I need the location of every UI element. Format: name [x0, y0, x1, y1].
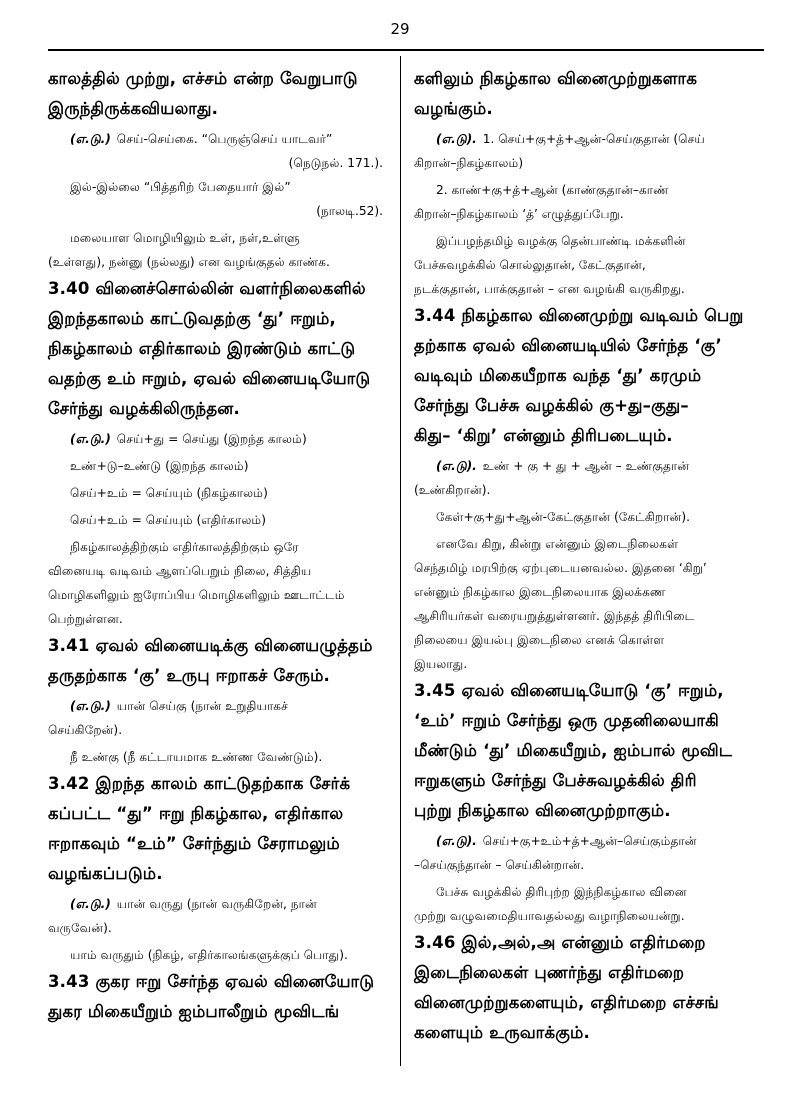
- example-line: [414, 127, 759, 151]
- heading-line: வதற்கு உம் ஈறும், ஏவல் வினையடியோடு: [48, 369, 371, 388]
- heading-line: நிகழ்காலம் எதிர்காலம் இரண்டும் காட்டு: [48, 339, 356, 358]
- text-line: இப்பழந்தமிழ் வழக்கு தென்பாண்டி மக்களின்: [436, 234, 686, 248]
- example-line: யாம் வருதும் (நிகழ், எதிர்காலங்களுக்குப் பொது).: [70, 948, 348, 962]
- citation: (நெடுநல். 171.).: [288, 156, 383, 170]
- example-label: (எ.டு).: [436, 132, 477, 146]
- example-text: செய்+கு+உம்+த்+ஆன்–செய்கும்தான்: [482, 834, 697, 848]
- text-line: மொழிகளிலும் ஐரோப்பிய மொழிகளிலும் ஊடாட்டம்: [48, 588, 345, 602]
- example-label: (எ.டு.): [70, 132, 111, 146]
- text-line: இயலாது.: [414, 657, 468, 671]
- text-line: வினையடி வடிவம் ஆளப்பெறும் நிலை, சித்திய: [48, 564, 312, 578]
- column-divider: [400, 56, 401, 1066]
- section-heading-3-46: [414, 928, 759, 1048]
- page-number: 29: [390, 20, 410, 38]
- text-line: பேச்சு வழக்கில் திரிபுற்ற இந்நிகழ்கால வினை: [436, 885, 687, 899]
- text-line: நிலையை இயல்பு இடைநிலை எனக் கொள்ள: [414, 633, 665, 647]
- text-line: நிகழ்காலத்திற்கும் எதிர்காலத்திற்கும் ஒரே: [70, 540, 299, 554]
- example-line: [48, 892, 393, 916]
- example-label: (எ.டு).: [436, 459, 477, 473]
- heading-line: கப்பட்ட “து” ஈறு நிகழ்கால, எதிர்கால: [48, 804, 344, 823]
- text-line: நடக்குதான், பாக்குதான் – என வழங்கி வருகிறது.: [414, 282, 685, 296]
- heading-line: வினைமுற்றுகளையும், எதிர்மறை எச்சங்: [414, 993, 719, 1012]
- example-line: [48, 127, 393, 151]
- heading-line: 3.46 இல்,அல்,அ என்னும் எதிர்மறை: [414, 933, 706, 952]
- heading-line: துகர மிகையீறும் ஐம்பாலீறும் மூவிடங்: [48, 1002, 340, 1021]
- paragraph: [48, 64, 393, 124]
- section-heading-3-40: [48, 274, 393, 424]
- heading-line: 3.41 ஏவல் வினையடிக்கு வினையழுத்தம்: [48, 636, 373, 655]
- heading-line: வடிவும் மிகையீறாக வந்த ‘து’ கரமும்: [414, 366, 702, 385]
- example-text: யான் செய்கு (நான் உறுதியாகச்: [116, 699, 288, 713]
- example-line: செய்+உம் = செய்யும் (எதிர்காலம்): [70, 513, 266, 527]
- example-line: (உண்கிறான்).: [414, 483, 491, 497]
- example-line: இல்-இல்லை “பித்தரிற் பேதையார் இல்”: [70, 180, 291, 194]
- heading-line: இறந்தகாலம் காட்டுவதற்கு ‘து’ ஈறும்,: [48, 309, 336, 328]
- example-label: (எ.டு).: [436, 834, 477, 848]
- heading-line: தருதற்காக ‘கு’ உருபு ஈறாகச் சேரும்.: [48, 666, 331, 685]
- text-line: காலத்தில் முற்று, எச்சம் என்ற வேறுபாடு: [48, 69, 358, 88]
- text-line: பெற்றுள்ளன.: [48, 612, 123, 626]
- example-label: (எ.டு.): [70, 432, 111, 446]
- heading-line: 3.45 ஏவல் வினையடியோடு ‘கு’ ஈறும்,: [414, 681, 724, 700]
- heading-line: ‘உம்’ ஈறும் சேர்ந்து ஒரு முதனிலையாகி: [414, 711, 719, 730]
- heading-line: கிது– ‘கிறு’ என்னும் திரிபடையும்.: [414, 426, 673, 445]
- example-label: (எ.டு.): [70, 699, 111, 713]
- text-line: எனவே கிறு, கின்று என்னும் இடைநிலைகள்: [436, 537, 679, 551]
- example-line: [414, 829, 759, 853]
- text-line: செந்தமிழ் மரபிற்கு ஏற்புடையனவல்ல. இதனை ‘கிறு’: [414, 561, 707, 575]
- text-line: மலையாள மொழியிலும் உள், நள்,உள்ளு: [70, 231, 300, 245]
- text-line: என்னும் நிகழ்கால இடைநிலையாக இலக்கண: [414, 585, 666, 599]
- example-line: உண்+டு–உண்டு (இறந்த காலம்): [70, 459, 249, 473]
- example-text: செய்+து = செய்து (இறந்த காலம்): [116, 432, 307, 446]
- example-line: கேள்+கு+து+ஆன்-கேட்குதான் (கேட்கிறான்).: [436, 510, 690, 524]
- example-line: செய்+உம் = செய்யும் (நிகழ்காலம்): [70, 486, 268, 500]
- top-rule: [48, 49, 764, 51]
- text-line: பேச்சுவழக்கில் சொல்லுதான், கேட்குதான்,: [414, 258, 646, 272]
- heading-line: ஈறாகவும் “உம்” சேர்ந்தும் சேராமலும்: [48, 834, 340, 853]
- heading-line: ஈறுகளும் சேர்ந்து பேச்சுவழக்கில் திரி: [414, 771, 697, 790]
- heading-line: 3.42 இறந்த காலம் காட்டுதற்காக சேர்க்: [48, 774, 351, 793]
- text-line: (உள்ளது), நன்னு (நல்லது) என வழங்குதல் காண்க.: [48, 255, 330, 269]
- citation: (நாலடி.52).: [316, 204, 383, 218]
- heading-line: களிலும் நிகழ்கால வினைமுற்றுகளாக: [414, 69, 698, 88]
- heading-line: 3.43 குகர ஈறு சேர்ந்த ஏவல் வினையோடு: [48, 972, 375, 991]
- continued-heading: [414, 64, 759, 124]
- section-heading-3-44: [414, 301, 759, 451]
- example-label: (எ.டு.): [70, 897, 111, 911]
- heading-line: 3.44 நிகழ்கால வினைமுற்று வடிவம் பெறு: [414, 306, 744, 325]
- example-line: வருவேன்).: [48, 921, 112, 935]
- example-text: உண் + கு + து + ஆன் – உண்குதான்: [482, 459, 690, 473]
- example-line: 2. காண்+கு+த்+ஆன் (காண்குதான்–காண்: [436, 183, 669, 197]
- example-line: செய்கிறேன்).: [48, 723, 123, 737]
- example-text: யான் வருது (நான் வருகிறேன், நான்: [116, 897, 317, 911]
- example-line: கிறான்–நிகழ்காலம்): [414, 156, 524, 170]
- text-line: ஆசிரியர்கள் வரையறுத்துள்ளனர். இந்தத் திரிபிடை: [414, 609, 695, 623]
- section-heading-3-43: [48, 967, 393, 1027]
- heading-line: வழங்கப்படும்.: [48, 864, 163, 883]
- heading-line: களையும் உருவாக்கும்.: [414, 1023, 590, 1042]
- example-line: [414, 454, 759, 478]
- left-column: [48, 64, 393, 1027]
- heading-line: வழங்கும்.: [414, 99, 493, 118]
- example-line: [48, 427, 393, 451]
- heading-line: மீண்டும் ‘து’ மிகையீறும், ஐம்பால் மூவிட: [414, 741, 733, 760]
- example-line: கிறான்–நிகழ்காலம் ‘த்’ எழுத்துப்பேறு.: [414, 207, 624, 221]
- section-heading-3-45: [414, 676, 759, 826]
- text-line: முற்று வழுவமைதியாவதல்லது வழாநிலையன்று.: [414, 909, 685, 923]
- example-text: செய்-செய்கை. “பெருஞ்செய் யாடவர்”: [116, 132, 333, 146]
- heading-line: இடைநிலைகள் புணர்ந்து எதிர்மறை: [414, 963, 685, 982]
- section-heading-3-42: [48, 769, 393, 889]
- example-text: 1. செய்+கு+த்+ஆன்-செய்குதான் (செய்: [482, 132, 705, 146]
- text-line: இருந்திருக்கவியலாது.: [48, 99, 219, 118]
- heading-line: தற்காக ஏவல் வினையடியில் சேர்ந்த ‘கு’: [414, 336, 723, 355]
- example-line: நீ உண்கு (நீ கட்டாயமாக உண்ண வேண்டும்).: [70, 750, 323, 764]
- heading-line: சேர்ந்து பேச்சு வழக்கில் கு+து–குது–: [414, 396, 689, 415]
- heading-line: சேர்ந்து வழக்கிலிருந்தன.: [48, 399, 240, 418]
- heading-line: 3.40 வினைச்சொல்லின் வளர்நிலைகளில்: [48, 279, 366, 298]
- right-column: [414, 64, 759, 1048]
- example-line: [48, 694, 393, 718]
- section-heading-3-41: [48, 631, 393, 691]
- example-line: –செய்குந்தான் – செய்கின்றான்.: [414, 858, 585, 872]
- heading-line: புற்று நிகழ்கால வினைமுற்றாகும்.: [414, 801, 671, 820]
